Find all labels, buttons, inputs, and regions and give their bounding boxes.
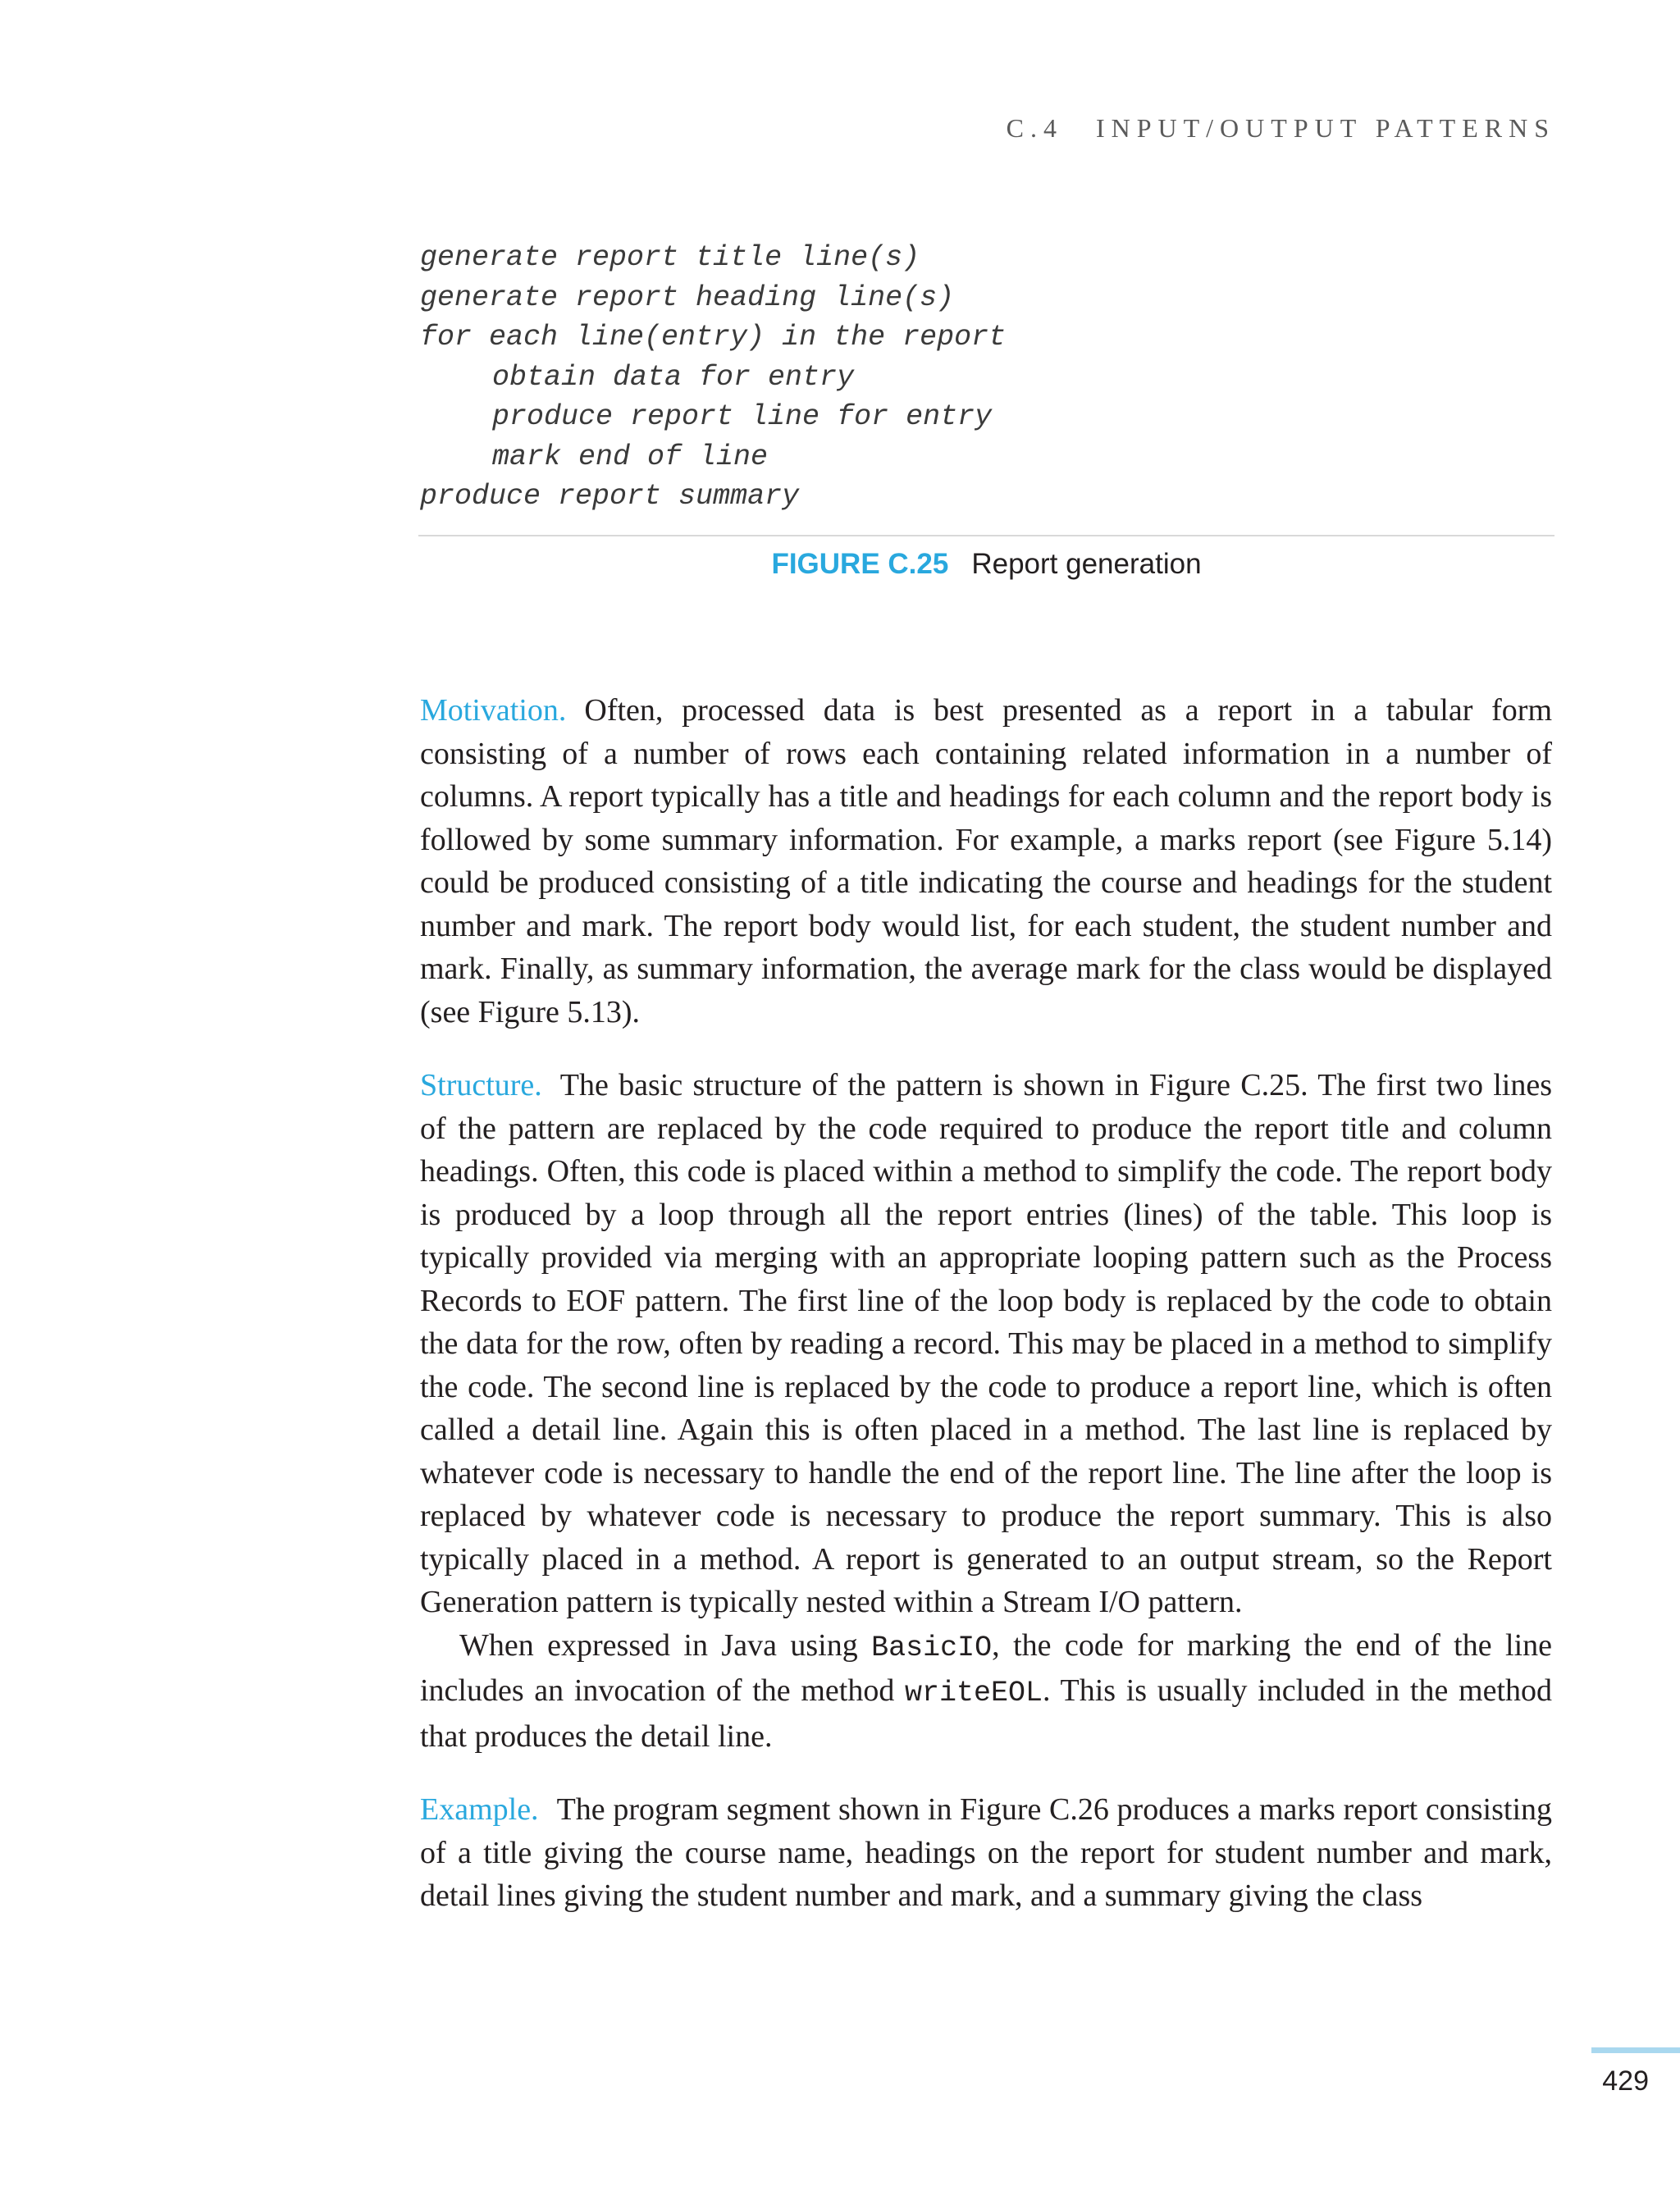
motivation-heading: Motivation. bbox=[420, 693, 567, 728]
structure-heading: Structure. bbox=[420, 1068, 542, 1102]
folio-accent-bar bbox=[1591, 2047, 1680, 2053]
code-line: for each line(entry) in the report bbox=[420, 321, 1007, 354]
writeeol-code: writeEOL bbox=[904, 1677, 1043, 1709]
figure-caption bbox=[418, 548, 1554, 581]
code-line: generate report heading line(s) bbox=[420, 281, 955, 314]
motivation-paragraph bbox=[420, 689, 1552, 1034]
structure-paragraph bbox=[420, 1064, 1552, 1624]
example-paragraph bbox=[420, 1788, 1552, 1918]
running-head bbox=[1007, 113, 1555, 144]
code-line: generate report title line(s) bbox=[420, 241, 920, 274]
body-text bbox=[420, 689, 1552, 1918]
example-heading: Example. bbox=[420, 1792, 539, 1827]
code-line: mark end of line bbox=[492, 440, 769, 473]
basicio-code: BasicIO bbox=[871, 1631, 993, 1664]
code-line: obtain data for entry bbox=[492, 360, 855, 394]
running-head-section: C.4 bbox=[1006, 113, 1063, 143]
structure-text: The basic structure of the pattern is shown in Figure C.25. The first two lines of the pattern are replaced by the code required to produce the report title and column headings. Often, this code is placed within a method to simplify the code. The report body is produced by a loop through all the report entries (lines) of the table. This loop is typically provided via merging with an appropriate looping pattern such as the Process Records to EOF pattern. The first line of the loop body is replaced by the code to obtain the data for the row, often by reading a record. This may be placed in a method to simplify the code. The second line is replaced by the code to produce a report line, which is often called a detail line. Again this is often placed in a method. The last line is replaced by whatever code is necessary to handle the end of the report line. The line after the loop is replaced by whatever code is necessary to produce the report summary. This is also typically placed in a method. A report is generated to an output stream, so the Report Generation pattern is typically nested within a Stream I/O pattern. bbox=[420, 1068, 1552, 1619]
java-paragraph bbox=[420, 1624, 1552, 1759]
code-line: produce report summary bbox=[420, 480, 800, 513]
figure-caption-number: FIGURE C.25 bbox=[771, 548, 949, 580]
example-text: The program segment shown in Figure C.26 produces a marks report consisting of a title giving the course name, headings on the report for student number and mark, detail lines giving the student number and mark, and a summary giving the class bbox=[420, 1792, 1552, 1913]
code-line: produce report line for entry bbox=[492, 400, 993, 433]
java-text-3: . This is usually included in the method that produces the detail line. bbox=[420, 1673, 1552, 1754]
java-text-1: When expressed in Java using bbox=[459, 1627, 872, 1663]
figure-rule bbox=[418, 535, 1554, 536]
motivation-text: Often, processed data is best presented as a report in a tabular form consisting of a number of rows each containing related information in a number of columns. A report typically has a title and headings for each column and the report body is followed by some summary information. For example, a marks report (see Figure 5.14) could be produced consisting of a title indicating the course and headings for the student number and mark. The report body would list, for each student, the student number and mark. Finally, as summary information, the average mark for the class would be displayed (see Figure 5.13). bbox=[420, 693, 1552, 1029]
running-head-title: INPUT/OUTPUT PATTERNS bbox=[1095, 113, 1555, 143]
page-number: 429 bbox=[1602, 2065, 1649, 2097]
java-text-2: , the code for marking the end of the line includes an invocation of the method bbox=[420, 1627, 1552, 1708]
figure-code-block bbox=[420, 238, 1552, 517]
figure-caption-text: Report generation bbox=[971, 548, 1202, 580]
